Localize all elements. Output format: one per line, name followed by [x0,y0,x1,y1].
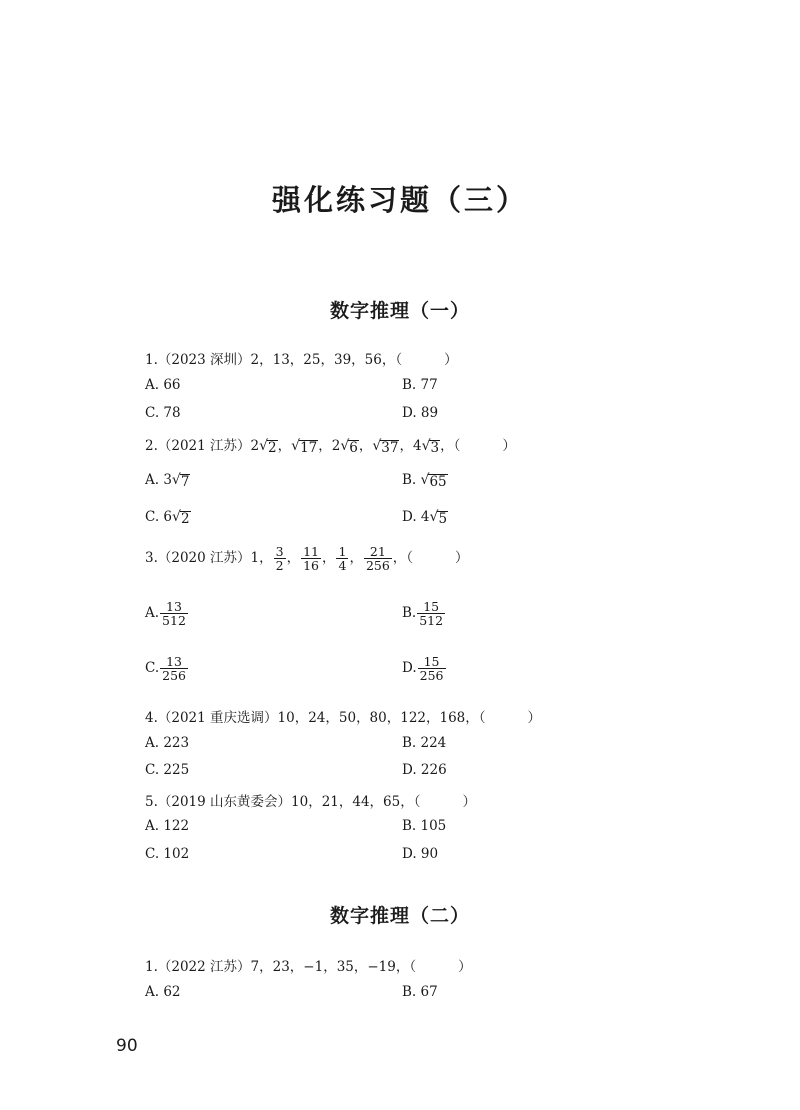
section-heading-2: 数字推理（二） [329,905,470,927]
separator: ， [321,550,336,567]
radicand: 6 [349,440,358,456]
radicand: 65 [429,474,447,490]
section-heading-1: 数字推理（一） [329,300,470,322]
page-title: 强化练习题（三） [271,183,528,217]
option-a [145,600,189,627]
paren-close: ） [502,438,516,454]
option-label: C. [145,660,160,677]
page-number: 90 [116,1036,138,1056]
radicand: 2 [268,440,277,456]
numerator: 21 [369,544,386,559]
option-label: A. 3 [145,472,172,488]
denominator: 16 [303,558,319,574]
question-prefix: 3.（2020 江苏）1， [145,550,273,567]
question-stem: 4.（2021 重庆选调）10，24，50，80，122，168，（ [145,710,486,726]
numerator: 13 [166,599,182,614]
question-tail: ，（ [440,438,461,454]
option-d [402,655,447,682]
option-label: D. [402,660,417,677]
option-label: C. 6 [145,509,173,525]
sqrt-term: √ 3 [421,438,440,456]
paren-close: ） [455,550,469,567]
option-b [402,472,448,490]
option-c [145,655,189,682]
separator: ， [286,550,301,567]
coef: 2 [250,438,260,454]
option-d: D. 90 [402,846,439,862]
paren-close: ） [527,710,542,726]
radicand: 5 [438,511,448,527]
numerator: 13 [166,654,183,669]
option-a [145,472,190,490]
question-stem: 1.（2023 深圳）2，13，25，39，56，（ [145,352,403,368]
option-a: A. 62 [145,984,181,1000]
fraction [364,545,392,572]
radicand: 2 [180,511,190,527]
radicand: 37 [381,440,399,456]
fraction [160,600,188,627]
question-1-4 [145,706,541,726]
fraction [301,545,321,572]
denominator: 2 [275,558,284,574]
sqrt-term: √ 37 [372,438,399,456]
option-a: A. 66 [145,377,181,393]
sqrt-term: √ 5 [429,509,448,527]
sqrt-term: √ 2 [259,438,277,456]
separator: ，4 [399,438,422,454]
paren-close: ） [458,959,472,975]
question-prefix: 2.（2021 江苏） [145,438,251,454]
denominator: 512 [419,613,444,629]
separator: ， [277,438,292,454]
option-c: C. 225 [145,762,190,778]
question-1-1 [145,348,458,368]
sqrt-term: √ 17 [291,438,318,456]
option-d [402,509,448,527]
option-a: A. 122 [145,818,190,834]
fraction [336,545,348,572]
option-label: B. [402,605,417,622]
option-b: B. 77 [402,377,438,393]
fraction [418,655,446,682]
numerator: 11 [303,544,319,559]
sqrt-term: √ 7 [171,472,190,490]
option-label: B. [402,472,421,488]
option-c: C. 102 [145,846,190,862]
denominator: 256 [365,558,390,574]
fraction [274,545,286,572]
sqrt-term: √ 2 [172,509,190,527]
denominator: 4 [338,558,347,574]
option-b: B. 105 [402,818,447,834]
sqrt-term: √ 65 [420,472,447,490]
fraction [417,600,445,627]
numerator: 15 [423,599,440,614]
question-stem: 1.（2022 江苏）7，23，−1，35，−19，（ [145,959,417,975]
option-c: C. 78 [145,405,181,421]
separator: ， [349,550,363,567]
numerator: 3 [275,544,284,559]
question-tail: ，（ [392,550,414,567]
option-a: A. 223 [145,735,190,751]
separator: ，2 [318,438,341,454]
question-2-1 [145,955,472,975]
radicand: 3 [430,440,440,456]
question-1-5 [145,790,476,810]
denominator: 256 [162,668,186,684]
paren-close: ） [444,352,458,368]
question-stem: 5.（2019 山东黄委会）10，21，44，65，（ [145,794,421,810]
sqrt-term: √ 6 [340,438,358,456]
denominator: 256 [419,668,444,684]
option-d: D. 226 [402,762,447,778]
numerator: 15 [423,654,440,669]
option-label: A. [145,605,160,622]
radicand: 7 [180,474,190,490]
numerator: 1 [338,544,347,559]
option-b: B. 67 [402,984,438,1000]
denominator: 512 [162,613,186,629]
option-b [402,600,446,627]
paren-close: ） [462,794,476,810]
fraction [160,655,188,682]
radicand: 17 [300,440,318,456]
option-c [145,509,191,527]
question-1-3 [145,545,469,572]
question-1-2 [145,434,516,456]
option-label: D. 4 [402,509,430,525]
separator: ， [358,438,373,454]
option-d: D. 89 [402,405,439,421]
option-b: B. 224 [402,735,447,751]
